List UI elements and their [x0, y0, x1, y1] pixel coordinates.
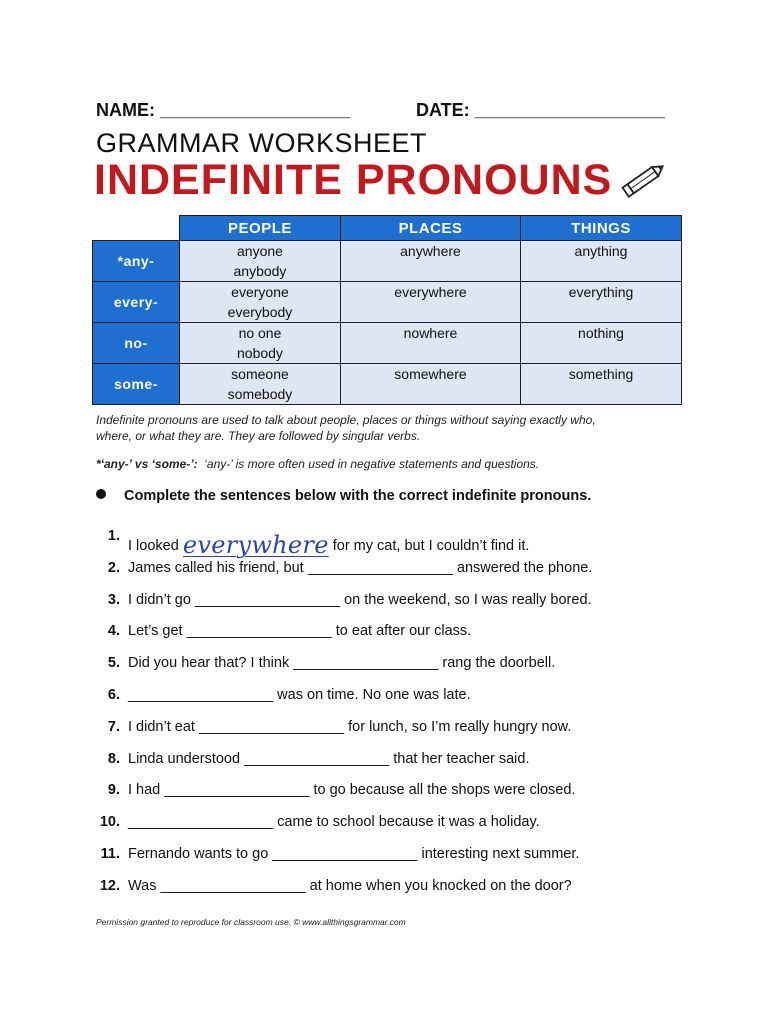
- row-header: no-: [93, 323, 180, 364]
- table-corner: [93, 216, 180, 241]
- table-row: [93, 282, 682, 323]
- list-item: [92, 528, 692, 560]
- item-text[interactable]: Fernando wants to go __________________ interesting next summer.: [128, 845, 580, 862]
- row-header: *any-: [93, 241, 180, 282]
- table-cell: nowhere: [340, 323, 520, 364]
- item-text: [128, 528, 530, 559]
- exercise-list: [92, 528, 692, 910]
- sentence-part: I looked: [128, 538, 183, 554]
- cell-text: nobody: [237, 345, 283, 361]
- item-number: 3.: [107, 591, 120, 608]
- list-item: [92, 623, 692, 655]
- list-item: [92, 560, 692, 592]
- header-fields: [96, 100, 676, 124]
- footer-permission: Permission granted to reproduce for classroom use. © www.allthingsgrammar.com: [96, 917, 406, 927]
- item-text[interactable]: James called his friend, but __________________ answered the phone.: [128, 559, 593, 576]
- item-number: 6.: [107, 686, 120, 703]
- item-text[interactable]: Did you hear that? I think __________________ rang the doorbell.: [128, 655, 556, 672]
- item-text[interactable]: Was __________________ at home when you knocked on the door?: [128, 877, 572, 894]
- pronoun-table: [92, 215, 682, 405]
- handwritten-answer[interactable]: everywhere: [182, 531, 329, 559]
- item-number: 2.: [107, 559, 120, 576]
- list-item: [92, 751, 692, 783]
- list-item: [92, 878, 692, 910]
- list-item: [92, 592, 692, 624]
- item-text[interactable]: __________________ came to school because it was a holiday.: [128, 814, 540, 831]
- column-header: THINGS: [521, 216, 682, 241]
- name-field-label: NAME: ___________________: [96, 100, 351, 120]
- row-header: some-: [93, 364, 180, 405]
- table-cell: [180, 282, 341, 323]
- table-cell: anything: [521, 241, 682, 282]
- table-cell: [180, 323, 341, 364]
- table-row: [93, 364, 682, 405]
- item-number: 1.: [107, 528, 120, 544]
- list-item: [92, 655, 692, 687]
- instruction-text: Complete the sentences below with the correct indefinite pronouns.: [124, 488, 592, 504]
- item-number: 11.: [100, 845, 120, 862]
- item-text[interactable]: I didn’t go __________________ on the weekend, so I was really bored.: [128, 591, 592, 608]
- table-header-row: [93, 216, 682, 241]
- cell-text: everybody: [227, 304, 293, 320]
- list-item: [92, 814, 692, 846]
- column-header: PEOPLE: [180, 216, 341, 241]
- note-text: ‘any-’ is more often used in negative statements and questions.: [204, 457, 540, 471]
- table-row: [93, 241, 682, 282]
- cell-text: someone: [231, 366, 289, 382]
- table-cell: [180, 364, 341, 405]
- table-cell: everything: [521, 282, 682, 323]
- row-header: every-: [93, 282, 180, 323]
- item-text[interactable]: I had __________________ to go because all the shops were closed.: [128, 782, 576, 799]
- cell-text: anybody: [233, 263, 287, 279]
- item-text[interactable]: __________________ was on time. No one was late.: [128, 686, 471, 703]
- bullet-icon: [96, 489, 106, 499]
- note-label: *‘any-’ vs ‘some-’:: [96, 457, 198, 471]
- note-line: where, or what they are. They are followed by singular verbs.: [96, 429, 421, 443]
- table-cell: anywhere: [340, 241, 520, 282]
- cell-text: somebody: [227, 386, 293, 402]
- table-cell: [180, 241, 341, 282]
- column-header: PLACES: [340, 216, 520, 241]
- cell-text: no one: [238, 325, 282, 341]
- sentence-part: for my cat, but I couldn’t find it.: [328, 538, 530, 554]
- list-item: [92, 846, 692, 878]
- list-item: [92, 719, 692, 751]
- item-number: 9.: [107, 782, 120, 799]
- item-number: 5.: [107, 655, 120, 672]
- definition-note: [96, 412, 686, 444]
- item-number: 4.: [107, 623, 120, 640]
- table-cell: somewhere: [340, 364, 520, 405]
- date-field-label: DATE: ___________________: [416, 100, 665, 120]
- table-cell: nothing: [521, 323, 682, 364]
- list-item: [92, 687, 692, 719]
- item-number: 7.: [107, 718, 120, 735]
- cell-text: anyone: [237, 243, 283, 259]
- item-number: 10.: [99, 814, 120, 831]
- note-line: Indefinite pronouns are used to talk about people, places or things without saying exactly who,: [96, 413, 596, 427]
- table-cell: everywhere: [340, 282, 520, 323]
- pencil-icon: [620, 160, 668, 200]
- instructions: [96, 488, 591, 504]
- item-number: 12.: [99, 877, 120, 894]
- cell-text: everyone: [231, 284, 289, 300]
- any-some-note: [96, 456, 686, 472]
- table-cell: something: [521, 364, 682, 405]
- list-item: [92, 782, 692, 814]
- table-row: [93, 323, 682, 364]
- item-text[interactable]: Let’s get __________________ to eat after our class.: [128, 623, 472, 640]
- item-text[interactable]: Linda understood __________________ that her teacher said.: [128, 750, 530, 767]
- item-text[interactable]: I didn’t eat __________________ for lunch, so I’m really hungry now.: [128, 718, 572, 735]
- worksheet-title: INDEFINITE PRONOUNS: [94, 156, 613, 204]
- worksheet-subtitle: GRAMMAR WORKSHEET: [96, 128, 428, 158]
- item-number: 8.: [107, 750, 120, 767]
